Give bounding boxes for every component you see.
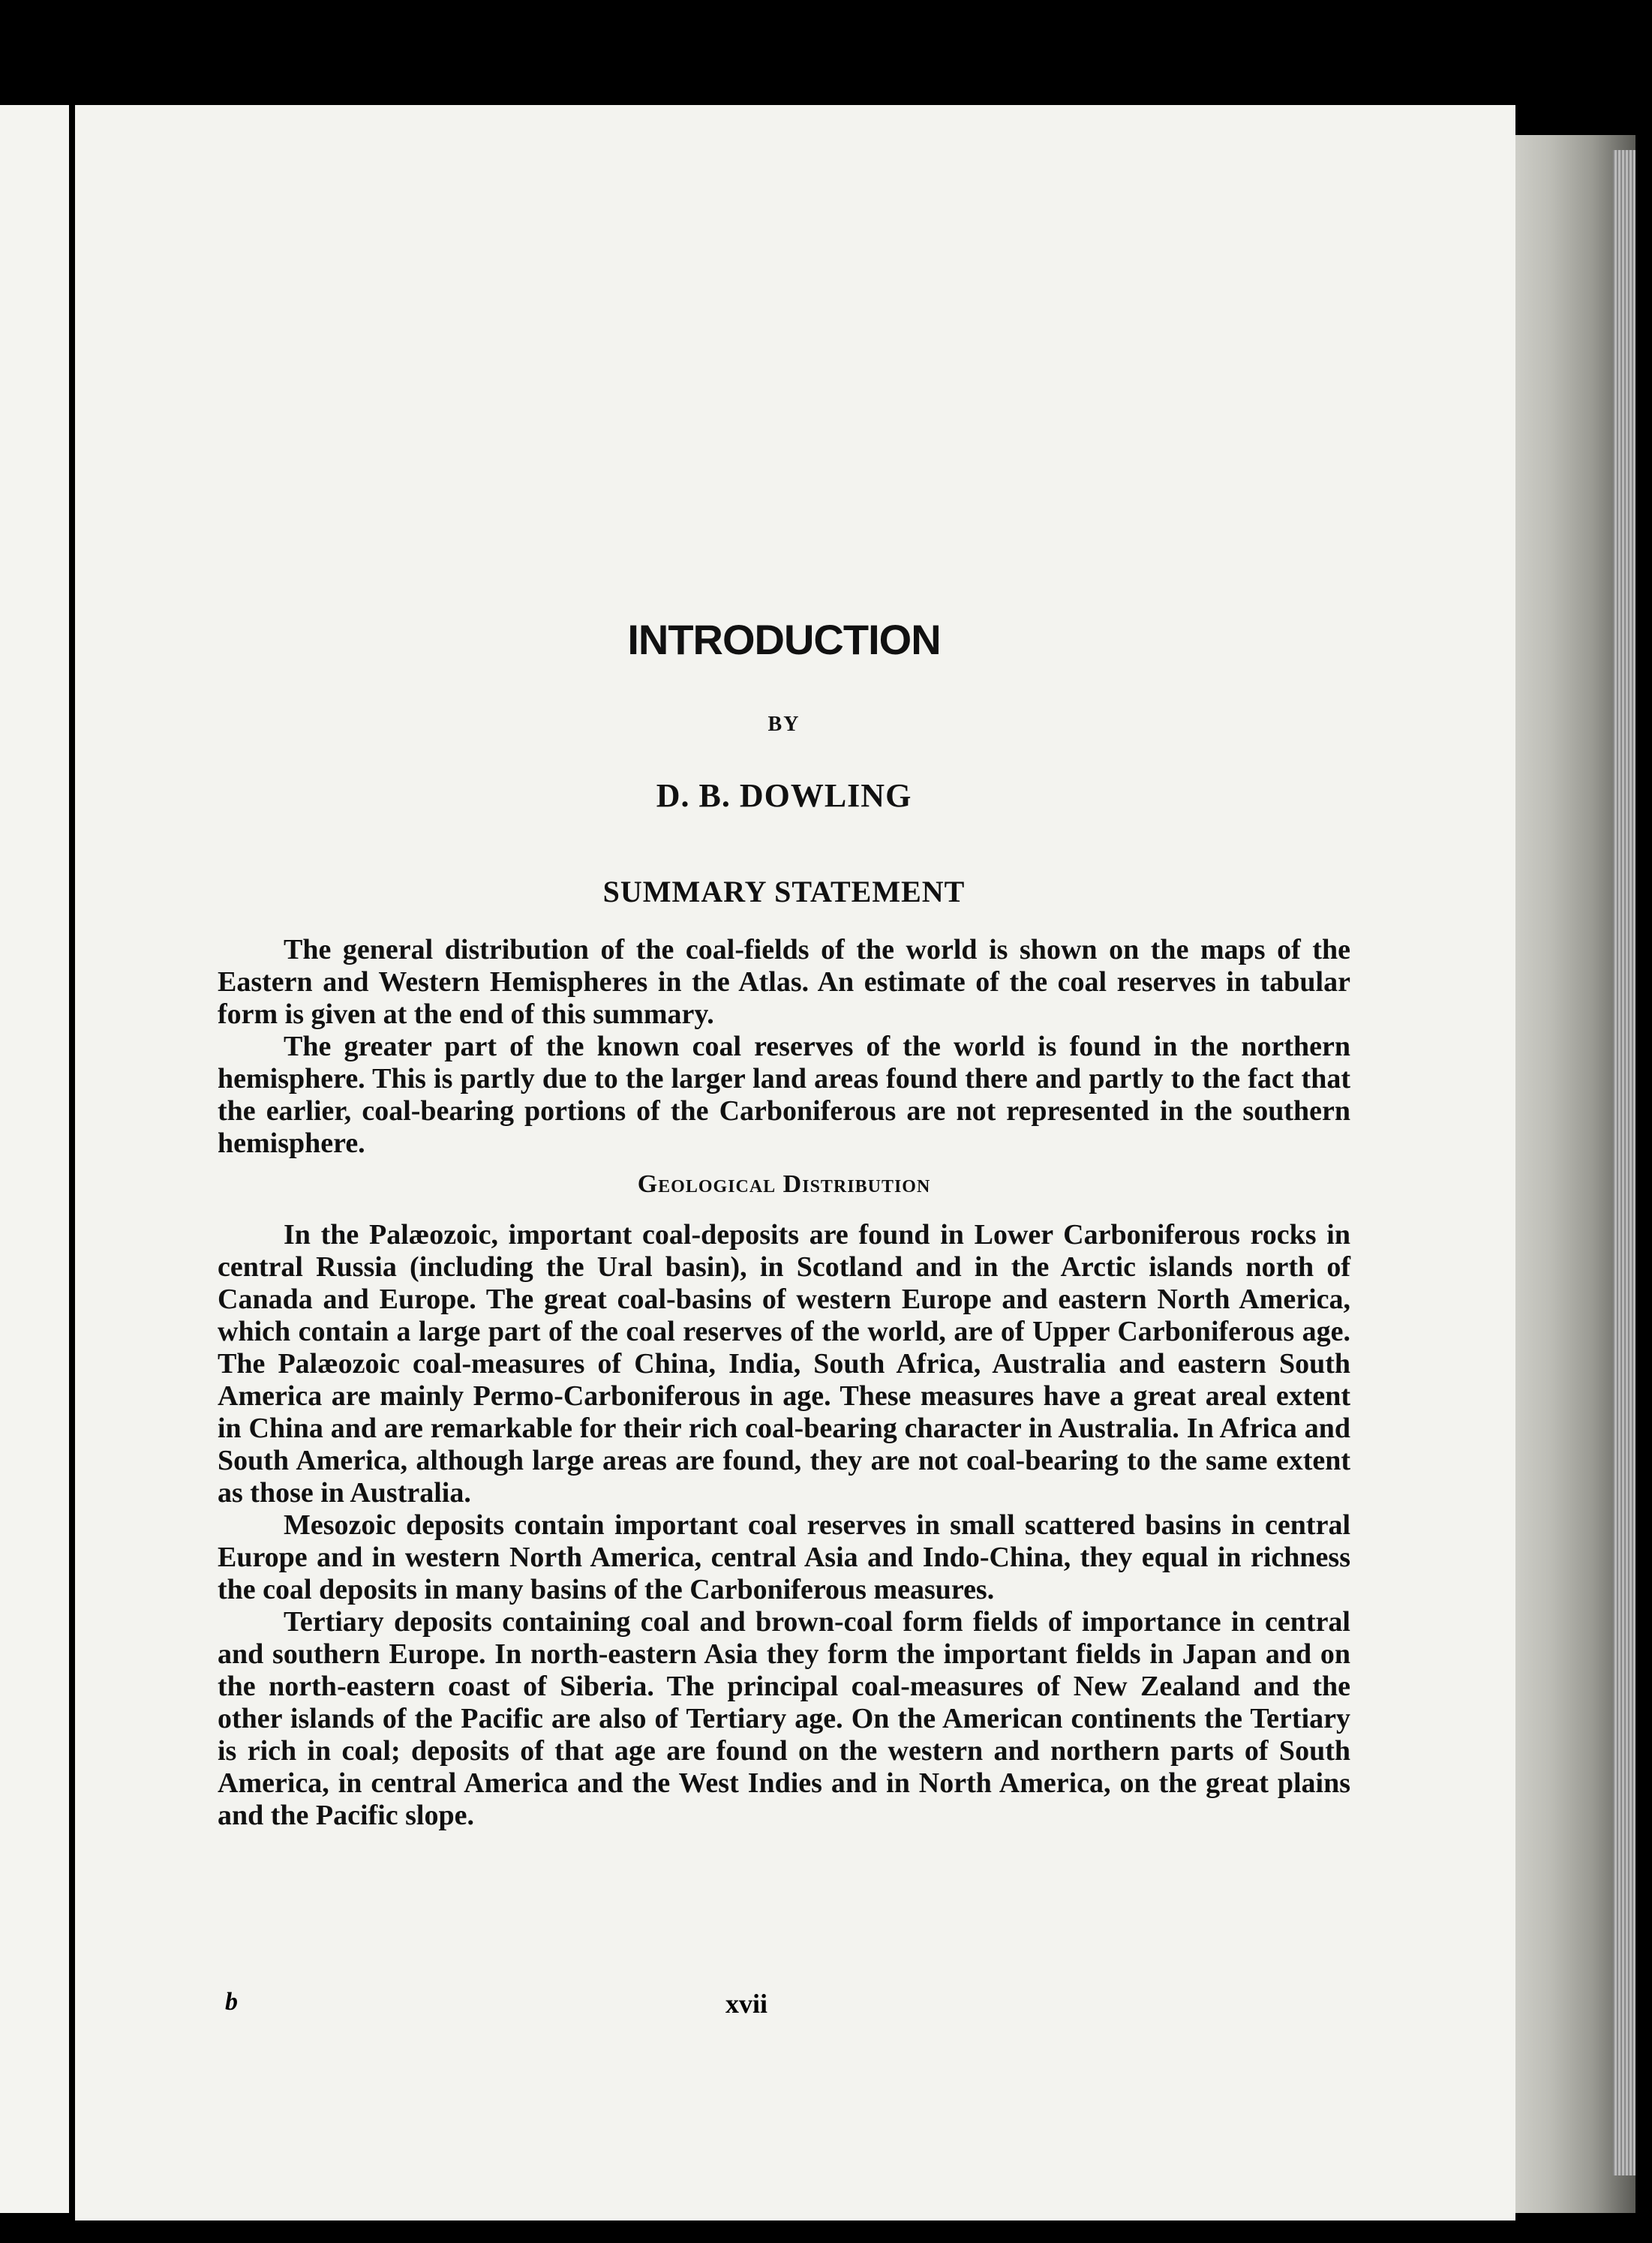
subsection-heading: Geological Distribution (637, 1170, 931, 1198)
paragraph: The greater part of the known coal reserves of the world is found in the northern hemisphere. This is partly due to the larger land areas found there and partly to the fact that the earlier, coal-bearing portions of the Carboniferous are not represented in the southern hemisphere. (218, 1031, 1350, 1159)
book-page (75, 105, 1515, 2220)
section-heading: SUMMARY STATEMENT (602, 875, 966, 908)
paragraph: Mesozoic deposits contain important coal reserves in small scattered basins in central Europe and in western North America, central Asia and Indo-China, they equal in richness the coal deposits in many basins of the Carboniferous measures. (218, 1509, 1350, 1605)
signature-mark: b (225, 1988, 238, 2016)
paragraph: Tertiary deposits containing coal and brown-coal form fields of importance in central and southern Europe. In north-eastern Asia they form the important fields in Japan and on the north-eastern coast of Siberia. The principal coal-measures of New Zealand and the other islands of the Pacific are also of Tertiary age. On the American continents the Tertiary is rich in coal; deposits of that age are found on the western and northern parts of South America, in central America and the West Indies and in North America, on the great plains and the Pacific slope. (218, 1606, 1350, 1831)
geology-text (218, 1219, 1350, 1832)
page-number: xvii (725, 1989, 767, 2019)
paragraph: In the Palæozoic, important coal-deposits are found in Lower Carboniferous rocks in central Russia (including the Ural basin), in Scotland and in the Arctic islands north of Canada and Europe. The great coal-basins of western Europe and eastern North America, which contain a large part of the coal reserves of the world, are of Upper Carboniferous age. The Palæozoic coal-measures of China, India, South Africa, Australia and eastern South America are mainly Permo-Carboniferous in age. These measures have a great areal extent in China and are remarkable for their rich coal-bearing character in Australia. In Africa and South America, although large areas are found, they are not coal-bearing to the same extent as those in Australia. (218, 1219, 1350, 1509)
page-title: INTRODUCTION (627, 616, 941, 663)
byline-label: BY (767, 713, 800, 736)
author-name: D. B. DOWLING (656, 777, 912, 814)
paragraph: The general distribution of the coal-fields of the world is shown on the maps of the Eastern and Western Hemispheres in the Atlas. An estimate of the coal reserves in tabular form is given at the end of this summary. (218, 934, 1350, 1030)
summary-text (218, 934, 1350, 1160)
page-stack-lines (1613, 150, 1635, 2175)
left-page-edge (0, 105, 69, 2213)
